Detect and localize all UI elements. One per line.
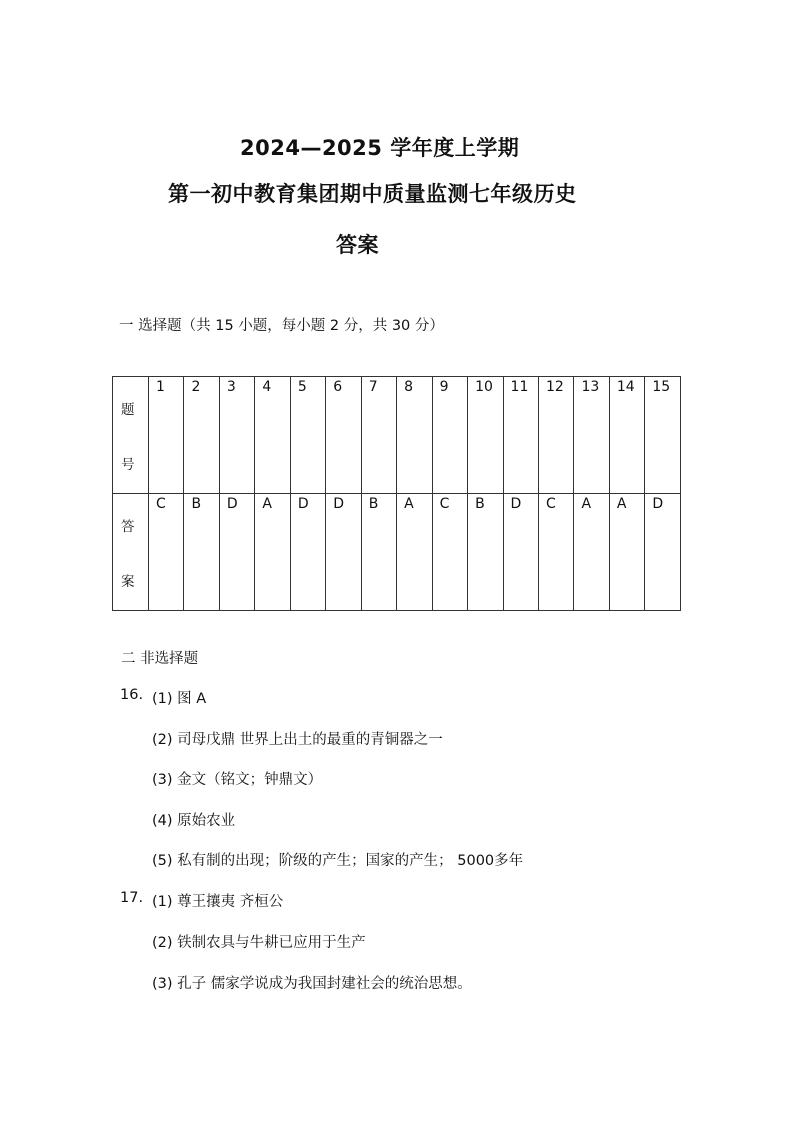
question-number: 2: [191, 379, 201, 395]
q16-answer-2: (2) 司母戊鼎 世界上出土的最重的青铜器之一: [152, 732, 443, 748]
question-number: 8: [404, 379, 414, 395]
row-label-cell: [113, 377, 149, 494]
table-cell: [609, 494, 644, 611]
table-cell: [397, 494, 432, 611]
table-cell: [538, 494, 573, 611]
question-number: 12: [545, 379, 564, 395]
q16-answer-5: (5) 私有制的出现；阶级的产生；国家的产生； 5000多年: [152, 853, 524, 869]
question-number: 6: [333, 379, 343, 395]
answer-letter: A: [616, 496, 627, 512]
section-nonchoice-heading: 二 非选择题: [121, 651, 199, 667]
title-answer: 答案: [336, 233, 379, 257]
table-cell: [184, 494, 219, 611]
table-cell: [503, 377, 538, 494]
answer-letter: B: [475, 496, 485, 512]
question-number: 7: [368, 379, 378, 395]
answer-letter: A: [262, 496, 272, 512]
q16-answer-3: (3) 金文（铭文；钟鼎文）: [152, 772, 323, 788]
answer-letter: D: [297, 496, 309, 512]
question-number: 10: [475, 379, 493, 395]
question-number: 13: [581, 379, 600, 395]
title-exam-name: 第一初中教育集团期中质量监测七年级历史: [168, 182, 577, 206]
question-number: 1: [156, 379, 165, 395]
q17-answer-2: (2) 铁制农具与牛耕已应用于生产: [152, 935, 366, 951]
table-cell: [645, 494, 681, 611]
answer-letter: D: [652, 496, 664, 512]
table-cell: [290, 377, 325, 494]
question-number: 14: [616, 379, 635, 395]
table-cell: [149, 377, 184, 494]
q17-answer-3: (3) 孔子 儒家学说成为我国封建社会的统治思想。: [152, 976, 472, 992]
answer-letter: C: [439, 496, 450, 512]
answer-letter: C: [545, 496, 556, 512]
answer-letter: D: [226, 496, 238, 512]
q16-answer-1: (1) 图 A: [152, 691, 207, 707]
q16-answer-4: (4) 原始农业: [152, 813, 236, 829]
row-label-answer: 答案: [121, 519, 135, 590]
answer-letter: B: [191, 496, 202, 512]
row-label-cell: [113, 494, 149, 611]
table-cell: [468, 494, 503, 611]
table-cell: [219, 377, 254, 494]
answer-letter: B: [368, 496, 379, 512]
table-cell: [219, 494, 254, 611]
answer-letter: A: [404, 496, 414, 512]
q17-answer-1: (1) 尊王攘夷 齐桓公: [152, 894, 284, 910]
table-cell: [609, 377, 644, 494]
answer-table: [112, 376, 681, 611]
table-cell: [184, 377, 219, 494]
row-label-question-number: 题号: [121, 402, 135, 473]
table-cell: [361, 494, 396, 611]
answer-row: [113, 494, 681, 611]
table-cell: [361, 377, 396, 494]
question-number: 5: [297, 379, 307, 395]
section-choice-heading: 一 选择题（共 15 小题，每小题 2 分，共 30 分）: [119, 318, 444, 334]
table-cell: [538, 377, 573, 494]
answer-letter: D: [510, 496, 522, 512]
table-cell: [432, 377, 467, 494]
question-number: 4: [262, 379, 272, 395]
table-cell: [645, 377, 681, 494]
table-cell: [255, 494, 290, 611]
table-cell: [290, 494, 325, 611]
table-cell: [397, 377, 432, 494]
table-cell: [432, 494, 467, 611]
question-number: 3: [226, 379, 236, 395]
question-number: 11: [510, 379, 529, 395]
answer-letter: A: [581, 496, 592, 512]
title-year-term: 2024—2025 学年度上学期: [240, 136, 520, 160]
table-cell: [468, 377, 503, 494]
question-number: 9: [439, 379, 449, 395]
answer-letter: C: [156, 496, 166, 512]
answer-letter: D: [333, 496, 345, 512]
question-number: 15: [652, 379, 671, 395]
table-cell: [149, 494, 184, 611]
table-cell: [574, 494, 609, 611]
question-17-number: 17.: [120, 890, 144, 906]
table-cell: [503, 494, 538, 611]
table-cell: [326, 377, 361, 494]
question-number-row: [113, 377, 681, 494]
question-16-number: 16.: [120, 687, 144, 703]
table-cell: [255, 377, 290, 494]
table-cell: [574, 377, 609, 494]
table-cell: [326, 494, 361, 611]
